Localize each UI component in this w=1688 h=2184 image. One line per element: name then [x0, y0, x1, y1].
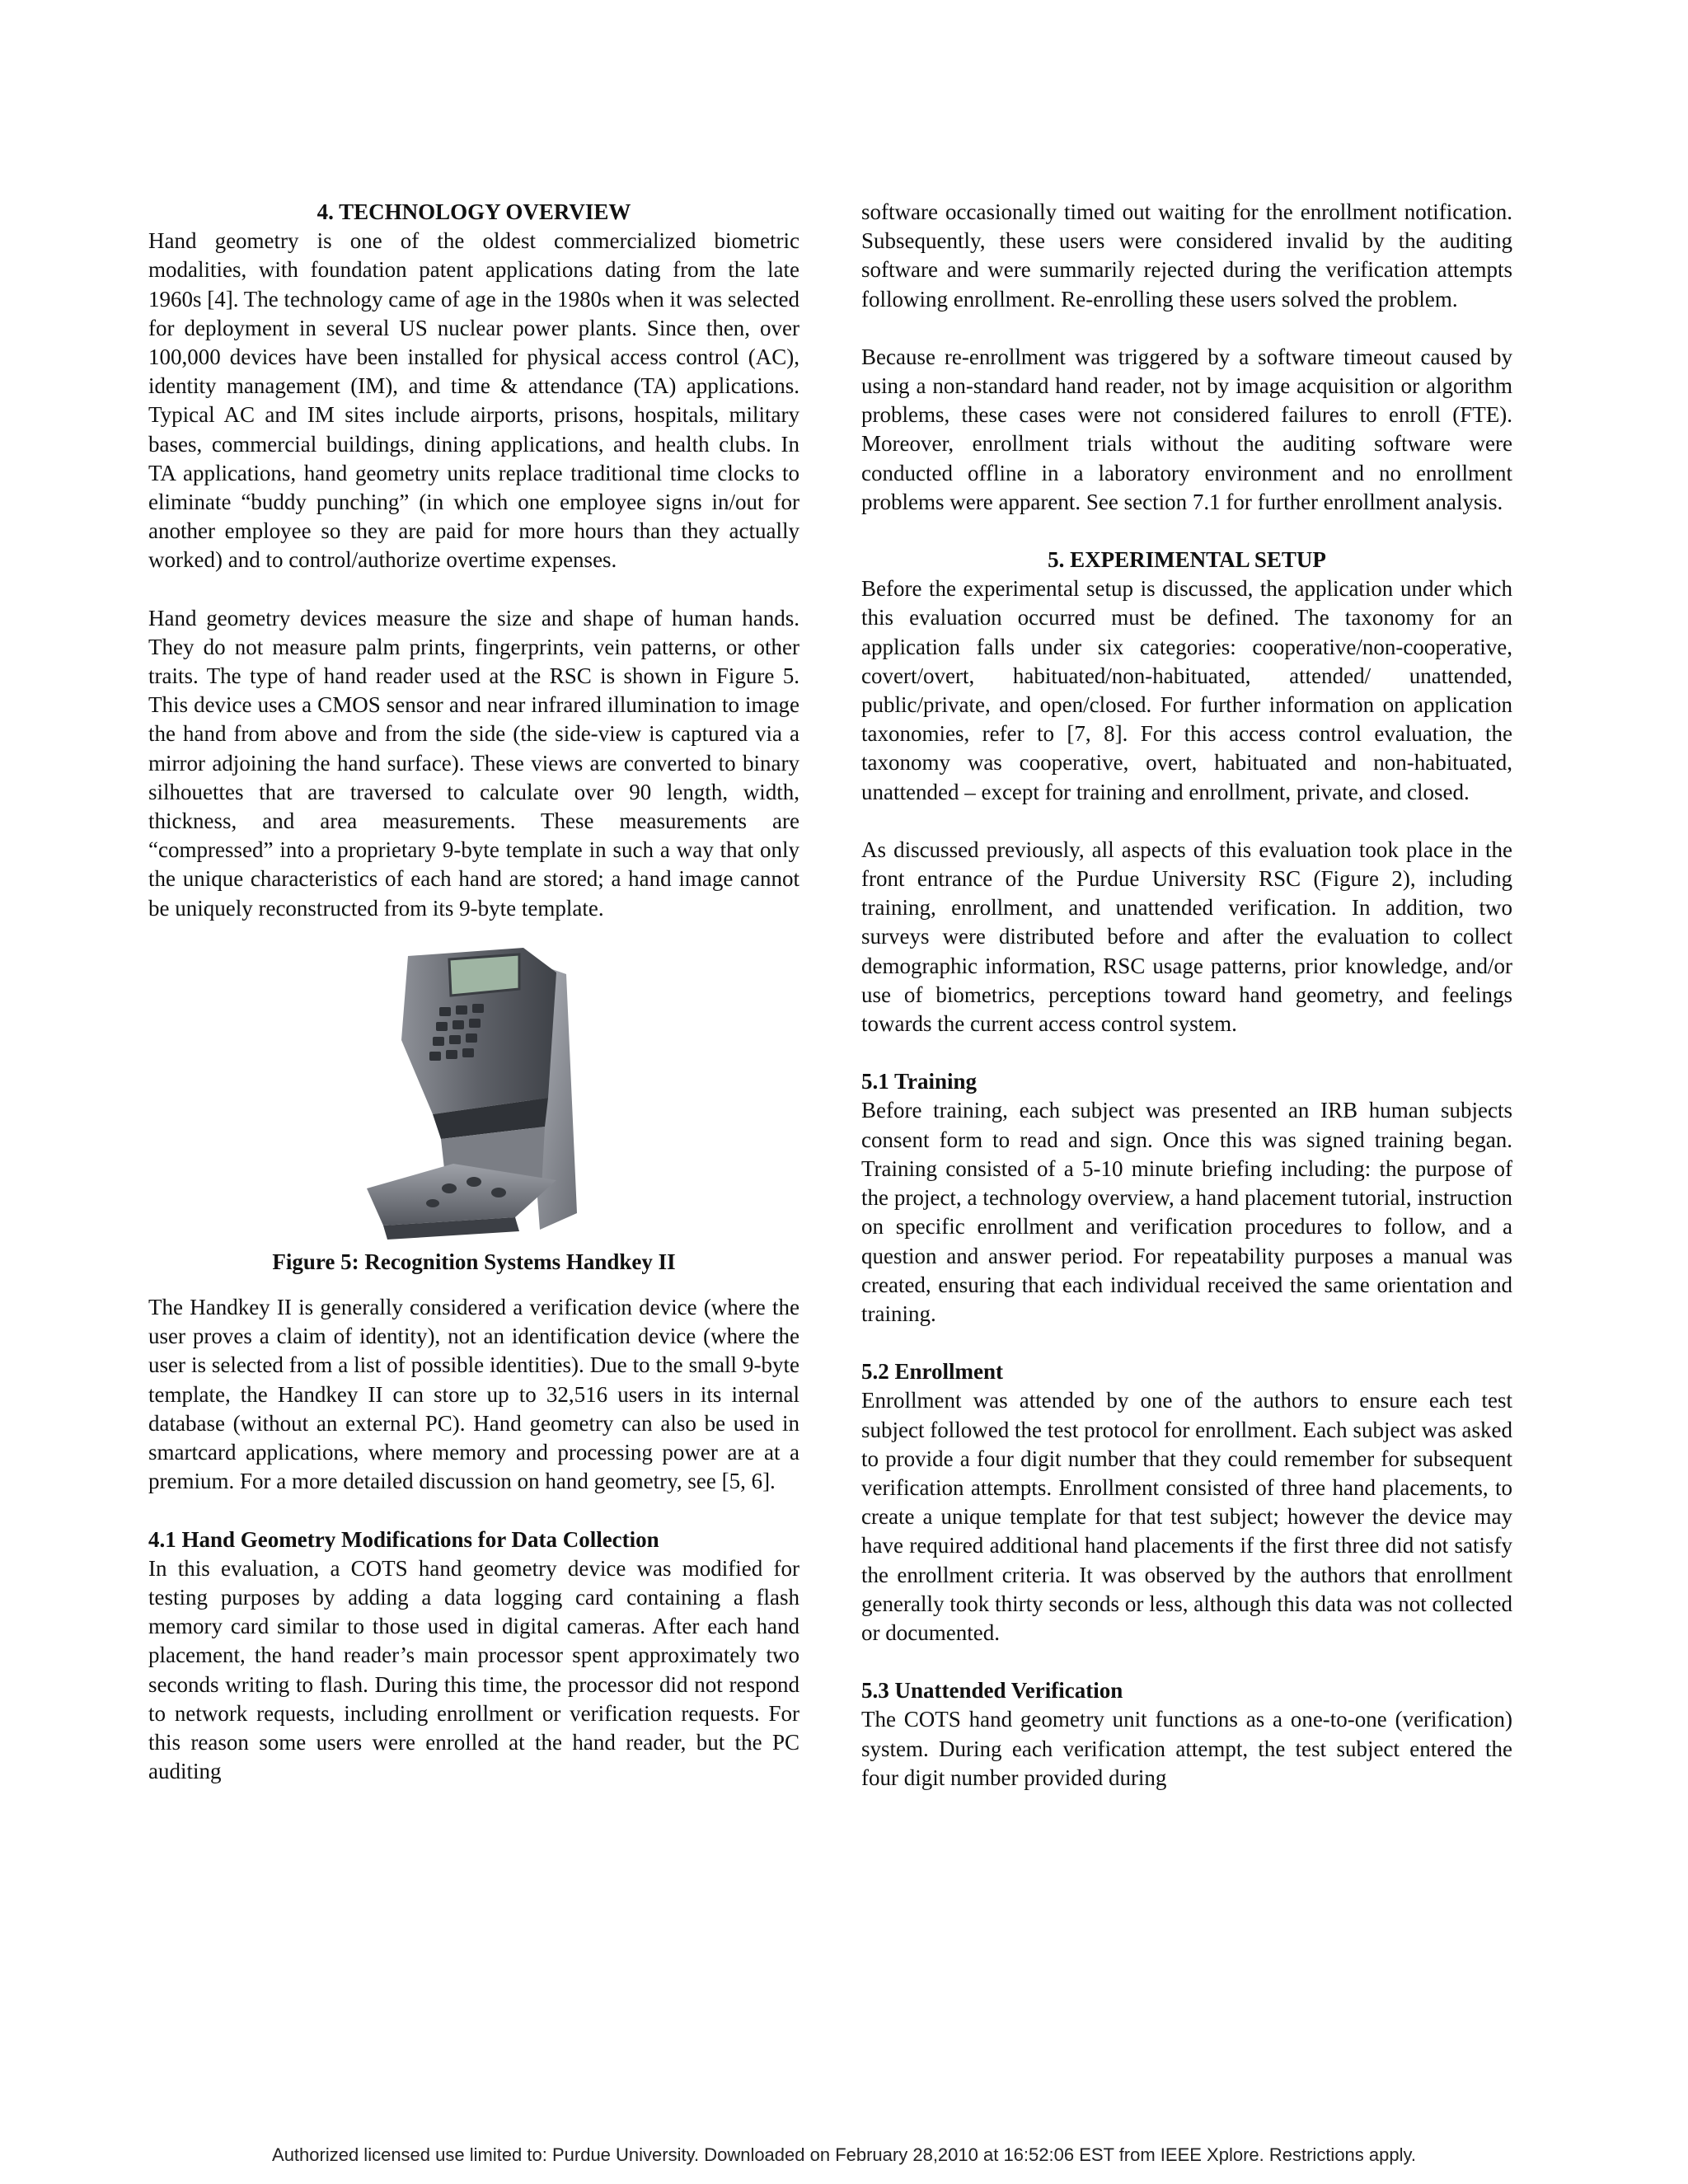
left-column [148, 198, 799, 1786]
paragraph: In this evaluation, a COTS hand geometry device was modified for testing purposes by adding a data logging card containing a flash memory card similar to those used in digital cameras. After each hand placement, the hand reader’s main processor spent approximately two seconds writing to flash. During this time, the processor did not respond to network requests, including enrollment or verification requests. For this reason some users were enrolled at the hand reader, but the PC auditing [148, 1555, 799, 1784]
paragraph: Before the experimental setup is discussed, the application under which this evaluation occurred must be defined. The taxonomy for an application falls under six categories: cooperative/non-cooperative, covert/overt, habituated/non-habituated, attended/ unattended, public/private, and open/closed. For further information on application taxonomies, refer to [7, 8]. For this access control evaluation, the taxonomy was cooperative, overt, habituated and non-habituated, unattended – except for training and enrollment, private, and closed. [861, 576, 1512, 804]
subsection-heading-unattended-verification: 5.3 Unattended Verification [861, 1678, 1123, 1704]
paragraph: The COTS hand geometry unit functions as a one-to-one (verification) system. During each verification attempt, the test subject entered the four digit number provided during [861, 1707, 1512, 1790]
section-heading-experimental-setup: 5. EXPERIMENTAL SETUP [1048, 547, 1326, 573]
subsection-heading-training: 5.1 Training [861, 1069, 978, 1094]
figure-caption: Figure 5: Recognition Systems Handkey II [272, 1249, 676, 1274]
paragraph: software occasionally timed out waiting for the enrollment notification. Subsequently, these users were considered invalid by the auditing software and were summarily rejected during the verification attempts following enrollment. Re-enrolling these users solved the problem. [861, 199, 1512, 312]
subsection-heading-modifications: 4.1 Hand Geometry Modifications for Data Collection [148, 1526, 659, 1552]
paragraph: Hand geometry devices measure the size and shape of human hands. They do not measure palm prints, fingerprints, vein patterns, or other traits. The type of hand reader used at the RSC is shown in Figure 5. This device uses a CMOS sensor and near infrared illumination to image the hand from above and from the side (the side-view is captured via a mirror adjoining the hand surface). These views are converted to binary silhouettes that are traversed to calculate over 90 length, width, thickness, and area measurements. These measurements are “compressed” into a proprietary 9-byte template in such a way that only the unique characteristics of each hand are stored; a hand image cannot be uniquely reconstructed from its 9-byte template. [148, 605, 799, 921]
paragraph: Enrollment was attended by one of the authors to ensure each test subject followed the test protocol for enrollment. Each subject was asked to provide a four digit number that they could remember for subsequent verification attempts. Enrollment consisted of three hand placements, to create a unique template for that test subject; however the device may have required additional hand placements if the first three did not satisfy the enrollment criteria. It was observed by the authors that enrollment generally took thirty seconds or less, although this data was not collected or documented. [861, 1388, 1512, 1645]
paragraph: Because re-enrollment was triggered by a software timeout caused by using a non-standard hand reader, not by image acquisition or algorithm problems, these cases were not considered failures to enroll (FTE). Moreover, enrollment trials without the auditing software were conducted offline in a laboratory environment and no enrollment problems were apparent. See section 7.1 for further enrollment analysis. [861, 344, 1512, 514]
subsection-heading-enrollment: 5.2 Enrollment [861, 1359, 1004, 1385]
section-heading-technology-overview: 4. TECHNOLOGY OVERVIEW [316, 199, 631, 224]
paragraph: As discussed previously, all aspects of this evaluation took place in the front entrance of the Purdue University RSC (Figure 2), including training, enrollment, and unattended verification. In addition, two surveys were distributed before and after the evaluation to collect demographic information, RSC usage patterns, prior knowledge, and/or use of biometrics, perceptions toward hand geometry, and feelings towards the current access control system. [861, 837, 1512, 1037]
footer-license-notice: Authorized licensed use limited to: Purdue University. Downloaded on February 28,2010 at 16:52:06 EST from IEEE Xplore. Restrictions apply. [272, 2144, 1416, 2165]
paragraph: Hand geometry is one of the oldest commercialized biometric modalities, with foundation patent applications dating from the late 1960s [4]. The technology came of age in the 1980s when it was selected for deployment in several US nuclear power plants. Since then, over 100,000 devices have been installed for physical access control (AC), identity management (IM), and time & attendance (TA) applications. Typical AC and IM sites include airports, prisons, hospitals, military bases, commercial buildings, dining applications, and health clubs. In TA applications, hand geometry units replace traditional time clocks to eliminate “buddy punching” (in which one employee signs in/out for another employee so they are paid for more hours than they actually worked) and to control/authorize overtime expenses. [148, 228, 799, 573]
paragraph: Before training, each subject was presented an IRB human subjects consent form to read and sign. Once this was signed training began. Training consisted of a 5-10 minute briefing including: the purpose of the project, a technology overview, a hand placement tutorial, instruction on specific enrollment and verification procedures to follow, and a question and answer period. For repeatability purposes a manual was created, ensuring that each individual received the same orientation and training. [861, 1098, 1512, 1326]
handkey-device-image [350, 941, 598, 1248]
figure-5 [148, 941, 799, 1248]
right-column [861, 198, 1512, 1793]
paragraph: The Handkey II is generally considered a verification device (where the user proves a claim of identity), not an identification device (where the user is selected from a list of possible identities). Due to the small 9-byte template, the Handkey II can store up to 32,516 users in its internal database (without an external PC). Hand geometry can also be used in smartcard applications, where memory and processing power are at a premium. For a more detailed discussion on hand geometry, see [5, 6]. [148, 1295, 799, 1494]
